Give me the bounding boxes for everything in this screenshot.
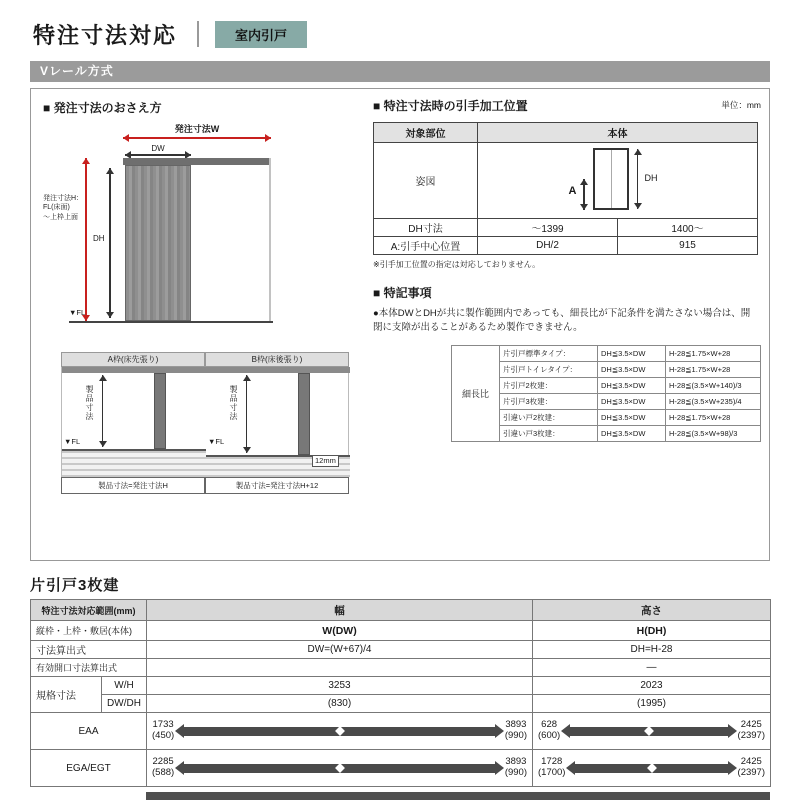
main-content-box xyxy=(30,88,770,561)
frame-detail-diagrams xyxy=(61,352,349,494)
formula-row-label: 寸法算出式 xyxy=(31,641,147,659)
eaa-row-label: EAA xyxy=(31,713,147,750)
slender-row-f2: H-28≦1.75×W+28 xyxy=(666,345,761,361)
opening-row-label: 有効開口寸法算出式 xyxy=(31,659,147,677)
rail-method-bar: Vレール方式 xyxy=(30,61,770,82)
range-min: 2285 (588) xyxy=(152,756,175,778)
range-min: 1728 (1700) xyxy=(538,756,566,778)
figure-a-arrow xyxy=(583,179,585,210)
page-title: 特注寸法対応 xyxy=(33,22,178,48)
standard-dwdh-width: (830) xyxy=(147,695,533,713)
frame-a-fl-marker: ▼FL xyxy=(64,437,81,446)
handle-center-label: A:引手中心位置 xyxy=(374,237,478,255)
fl-marker: ▼FL xyxy=(69,308,86,317)
top-rail-shape xyxy=(123,158,271,165)
formula-row-height: DH=H-28 xyxy=(533,641,771,659)
ega-height-range-cell xyxy=(533,750,771,787)
handle-position-table xyxy=(373,122,758,255)
order-section-heading: ■ 発注寸法のおさえ方 xyxy=(43,101,162,115)
slender-row-f2: H-28≦(3.5×W+140)/3 xyxy=(666,377,761,393)
frame-a-product-dim-arrow xyxy=(102,375,103,447)
dh-size-value-1: ～1399 xyxy=(478,219,618,237)
slender-row-type: 片引戸標準タイプ： xyxy=(500,345,598,361)
handle-table-part-header: 対象部位 xyxy=(374,123,478,143)
floor-line xyxy=(69,321,273,323)
door-panel xyxy=(125,165,191,321)
figure-row-label: 姿図 xyxy=(374,143,478,219)
handle-center-value-1: DH/2 xyxy=(478,237,618,255)
document-header xyxy=(33,16,770,52)
slender-row-f1: DH≦3.5×DW xyxy=(598,345,666,361)
order-dimension-section xyxy=(43,99,367,494)
slender-row-type: 引違い戸3枚建： xyxy=(500,425,598,441)
opening-row-height: ― xyxy=(533,659,771,677)
dh-size-label: DH寸法 xyxy=(374,219,478,237)
frame-row-width: W(DW) xyxy=(147,621,533,641)
range-bar xyxy=(183,727,496,736)
opening-row-width xyxy=(147,659,533,677)
order-width-arrow xyxy=(123,137,271,139)
range-bar xyxy=(183,764,496,773)
ega-row-label: EGA/EGT xyxy=(31,750,147,787)
spec-section-title: 片引戸3枚建 xyxy=(30,577,120,594)
figure-a-label: A xyxy=(568,184,577,197)
frame-b-formula: 製品寸法=発注寸法H+12 xyxy=(205,477,349,494)
gap-12mm-label: 12mm xyxy=(312,455,339,467)
dh-label: DH xyxy=(93,234,105,243)
standard-dwdh-sublabel: DW/DH xyxy=(102,695,147,713)
slender-row-f2: H-28≦1.75×W+28 xyxy=(666,361,761,377)
eaa-height-range-cell xyxy=(533,713,771,750)
frame-b-product-dim-label: 製品寸法 xyxy=(229,385,238,421)
dh-arrow xyxy=(109,168,111,318)
frame-a-product-dim-label: 製品寸法 xyxy=(85,385,94,421)
dw-arrow xyxy=(125,154,191,156)
handle-table-body-header: 本体 xyxy=(478,123,758,143)
col-header-height: 高さ xyxy=(533,600,771,621)
pocket-frame-line xyxy=(269,158,271,321)
dimension-range-table xyxy=(30,599,771,787)
range-max: 2425 (2397) xyxy=(737,719,765,741)
range-indicator xyxy=(149,714,530,748)
slender-row-f2: H-28≦1.75×W+28 xyxy=(666,409,761,425)
range-max: 3893 (990) xyxy=(504,719,527,741)
handle-section-heading: ■ 特注寸法時の引手加工位置 xyxy=(373,99,528,113)
order-dimension-diagram xyxy=(43,122,367,336)
col-header-width: 幅 xyxy=(147,600,533,621)
frame-a-formula: 製品寸法=発注寸法H xyxy=(61,477,205,494)
slender-row-f1: DH≦3.5×DW xyxy=(598,409,666,425)
figure-center-line xyxy=(611,150,612,208)
handle-center-value-2: 915 xyxy=(618,237,758,255)
slender-row-f1: DH≦3.5×DW xyxy=(598,377,666,393)
range-diamond-icon xyxy=(335,726,345,736)
handle-note: ※引手加工位置の指定は対応しておりません。 xyxy=(373,260,541,269)
standard-dwdh-height: (1995) xyxy=(533,695,771,713)
range-diamond-icon xyxy=(647,763,657,773)
ega-width-range-cell xyxy=(147,750,533,787)
range-bar xyxy=(569,727,728,736)
frame-b-product-dim-arrow xyxy=(246,375,247,453)
unit-label: 単位：mm xyxy=(721,100,761,110)
range-min: 628 (600) xyxy=(538,719,561,741)
slender-row-type: 片引戸3枚建： xyxy=(500,393,598,409)
standard-size-label: 規格寸法 xyxy=(31,677,102,713)
figure-cell xyxy=(478,143,758,219)
range-diamond-icon xyxy=(335,763,345,773)
frame-row-label: 縦枠・上枠・敷居(本体) xyxy=(31,621,147,641)
slender-ratio-label: 細長比 xyxy=(452,345,500,441)
figure-dh-label: DH xyxy=(644,172,658,183)
cutoff-section-bar xyxy=(146,792,770,800)
frame-row-height: H(DH) xyxy=(533,621,771,641)
frame-a-door-panel xyxy=(154,373,166,449)
slender-row-f1: DH≦3.5×DW xyxy=(598,425,666,441)
door-figure xyxy=(553,146,683,216)
eaa-width-range-cell xyxy=(147,713,533,750)
range-min: 1733 (450) xyxy=(152,719,175,741)
slender-row-type: 引違い戸2枚建： xyxy=(500,409,598,425)
special-notes-bullet: ●本体DWとDHが共に製作範囲内であっても、細長比が下記条件を満たさない場合は、開閉に支障が出ることがあるため製作できません。 xyxy=(373,308,751,333)
frame-diagram-body xyxy=(61,367,349,477)
slender-row-f1: DH≦3.5×DW xyxy=(598,393,666,409)
frame-a-title: A枠(床先張り) xyxy=(61,352,205,367)
col-header-range: 特注寸法対応範囲(mm) xyxy=(31,600,147,621)
slender-ratio-table xyxy=(451,345,761,442)
dw-label: DW xyxy=(151,144,165,153)
range-diamond-icon xyxy=(644,726,654,736)
order-height-label: 発注寸法H： FL(床面) ～上枠上面 xyxy=(43,195,84,221)
slender-row-f1: DH≦3.5×DW xyxy=(598,361,666,377)
frame-b-title: B枠(床後張り) xyxy=(205,352,349,367)
order-width-label: 発注寸法W xyxy=(174,124,220,134)
range-bar xyxy=(574,764,728,773)
range-max: 3893 (990) xyxy=(504,756,527,778)
title-divider xyxy=(197,21,199,47)
standard-wh-sublabel: W/H xyxy=(102,677,147,695)
standard-wh-width: 3253 xyxy=(147,677,533,695)
range-indicator xyxy=(149,751,530,785)
order-height-arrow xyxy=(85,158,87,321)
slender-row-type: 片引戸2枚建： xyxy=(500,377,598,393)
figure-dh-arrow xyxy=(637,149,638,209)
slender-row-type: 片引戸トイレタイプ： xyxy=(500,361,598,377)
range-indicator xyxy=(535,714,768,748)
dh-size-value-2: 1400～ xyxy=(618,219,758,237)
frame-b-door-panel xyxy=(298,373,310,455)
special-notes-heading: ■ 特記事項 xyxy=(373,286,432,300)
handle-heading-row xyxy=(373,97,761,114)
slender-row-f2: H-28≦(3.5×W+98)/3 xyxy=(666,425,761,441)
category-badge: 室内引戸 xyxy=(215,21,307,48)
handle-position-section xyxy=(373,97,761,442)
range-indicator xyxy=(535,751,768,785)
slender-row-f2: H-28≦(3.5×W+235)/4 xyxy=(666,393,761,409)
frame-a-floor-hatch xyxy=(62,449,206,477)
range-max: 2425 (2397) xyxy=(737,756,765,778)
formula-row-width: DW=(W+67)/4 xyxy=(147,641,533,659)
standard-wh-height: 2023 xyxy=(533,677,771,695)
frame-b-fl-marker: ▼FL xyxy=(208,437,225,446)
